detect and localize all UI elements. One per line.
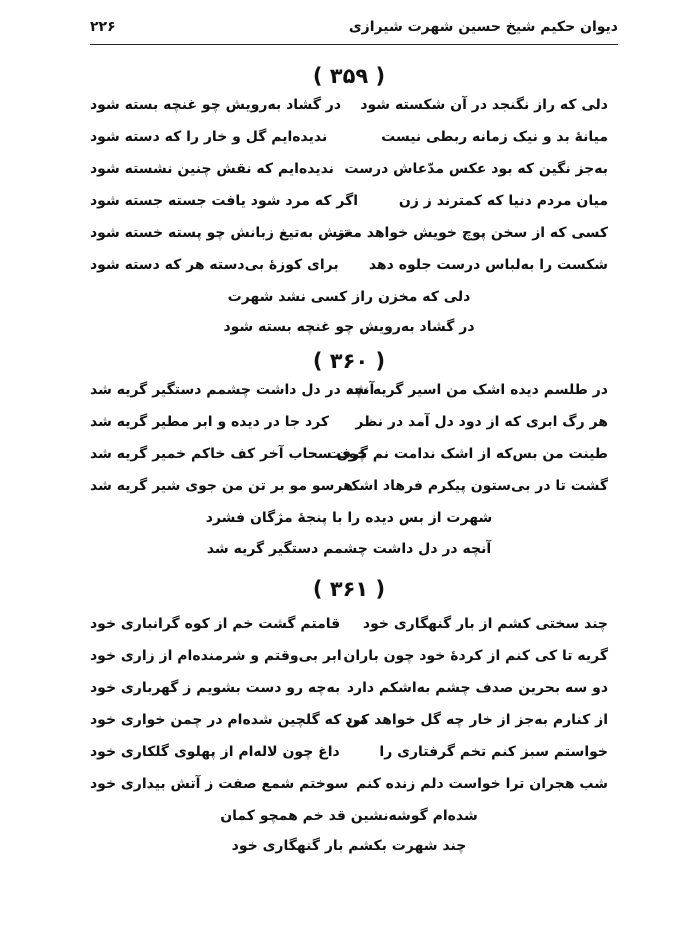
hemistich-first: میان مردم دنیا که کمترند ز زن — [398, 193, 608, 209]
poem-number: ( ۳۶۰ ) — [312, 349, 386, 373]
couplet — [90, 382, 608, 406]
closing-line: چند شهرت بکشم بار گنهگاری خود — [231, 838, 467, 854]
couplet — [90, 129, 608, 153]
hemistich-second: ابر بی‌وقتم و شرمنده‌ام از زاری خود — [90, 648, 342, 664]
couplet — [90, 776, 608, 800]
couplet — [90, 225, 608, 249]
poem-number: ( ۳۵۹ ) — [312, 64, 386, 88]
hemistich-first: شکست را به‌لباس درست جلوه دهد — [368, 257, 608, 273]
hemistich-second: به‌چه رو دست بشویم ز گهرباری خود — [90, 680, 341, 696]
couplet — [90, 161, 608, 185]
hemistich-first: از کنارم به‌جز از خار چه گل خواهد کرد — [345, 712, 608, 728]
poem-number: ( ۳۶۱ ) — [312, 577, 386, 601]
hemistich-second: کرد جا در دیده و ابر مطیر گریه شد — [90, 414, 330, 430]
closing-line: آنچه در دل داشت چشمم دستگیر گریه شد — [206, 541, 492, 557]
hemistich-second: در گشاد به‌رویش چو غنچه بسته شود — [90, 97, 342, 113]
hemistich-first: گریه تا کی کنم از کردهٔ خود چون باران — [343, 648, 608, 664]
hemistich-second: داغ چون لاله‌ام از پهلوی گلکاری خود — [90, 744, 340, 760]
couplet — [90, 616, 608, 640]
couplet — [90, 712, 608, 736]
couplet — [90, 193, 608, 217]
couplet — [90, 414, 608, 438]
couplet — [90, 446, 608, 470]
hemistich-first: در طلسم دیده اشک من اسیر گریه شد — [346, 382, 608, 398]
hemistich-second: آنچه در دل داشت چشمم دستگیر گریه شد — [90, 382, 375, 398]
couplet — [90, 97, 608, 121]
hemistich-first: میانهٔ بد و نیک زمانه ربطی نیست — [381, 129, 608, 145]
hemistich-first: گشت تا در بی‌ستون پیکرم فرهاد اشک — [345, 478, 608, 494]
hemistich-second: برای کوزهٔ بی‌دسته هر که دسته شود — [90, 257, 339, 273]
hemistich-first: چند سختی کشم از بار گنهگاری خود — [362, 616, 608, 632]
book-title: دیوان حکیم شیخ حسین شهرت شیرازی — [348, 19, 618, 35]
closing-line: در گشاد به‌رویش چو غنچه بسته شود — [223, 319, 475, 335]
hemistich-second: سوختم شمع صفت ز آتش بیداری خود — [90, 776, 349, 792]
hemistich-second: قامتم گشت خم از کوه گرانباری خود — [90, 616, 341, 632]
hemistich-first: دو سه بحرین صدف چشم به‌اشکم دارد — [346, 680, 608, 696]
page-number: ۲۲۶ — [90, 19, 116, 35]
hemistich-second: ندیده‌ایم گل و خار را که دسته شود — [90, 129, 328, 145]
header-divider — [90, 44, 618, 45]
hemistich-second: تنش به‌تیغ زبانش چو پسته خسته شود — [90, 225, 349, 241]
hemistich-first: کسی که از سخن پوچ خویش خواهد مغز — [336, 225, 608, 241]
hemistich-first: هر رگ ابری که از دود دل آمد در نظر — [355, 414, 608, 430]
hemistich-second: اگر که مرد شود یافت جسته جسته شود — [90, 193, 359, 209]
hemistich-first: خواستم سبز کنم تخم گرفتاری را — [379, 744, 608, 760]
couplet — [90, 648, 608, 672]
page-header — [90, 14, 618, 40]
hemistich-first: به‌جز نگین که بود عکس مدّعاش درست — [344, 161, 608, 177]
closing-line: دلی که مخزن راز کسی نشد شهرت — [227, 289, 471, 305]
couplet — [90, 680, 608, 704]
hemistich-second: من که گلچین شده‌ام در چمن خواری خود — [90, 712, 368, 728]
hemistich-second: چون سحاب آخر کف خاکم خمیر گریه شد — [90, 446, 368, 462]
hemistich-first: شب هجران ترا خواست دلم زنده کنم — [355, 776, 608, 792]
hemistich-second: هرسو مو بر تن من جوی شیر گریه شد — [90, 478, 353, 494]
hemistich-first: دلی که راز نگنجد در آن شکسته شود — [360, 97, 608, 113]
closing-line: شده‌ام گوشه‌نشین قد خم همچو کمان — [220, 808, 478, 824]
hemistich-second: ندیده‌ایم که نقش چنین نشسته شود — [90, 161, 334, 177]
hemistich-first: طینت من بس‌که از اشک ندامت نم گرفت — [327, 446, 608, 462]
couplet — [90, 744, 608, 768]
couplet — [90, 257, 608, 281]
couplet — [90, 478, 608, 502]
closing-line: شهرت از بس دیده را با پنجهٔ مژگان فشرد — [205, 510, 493, 526]
